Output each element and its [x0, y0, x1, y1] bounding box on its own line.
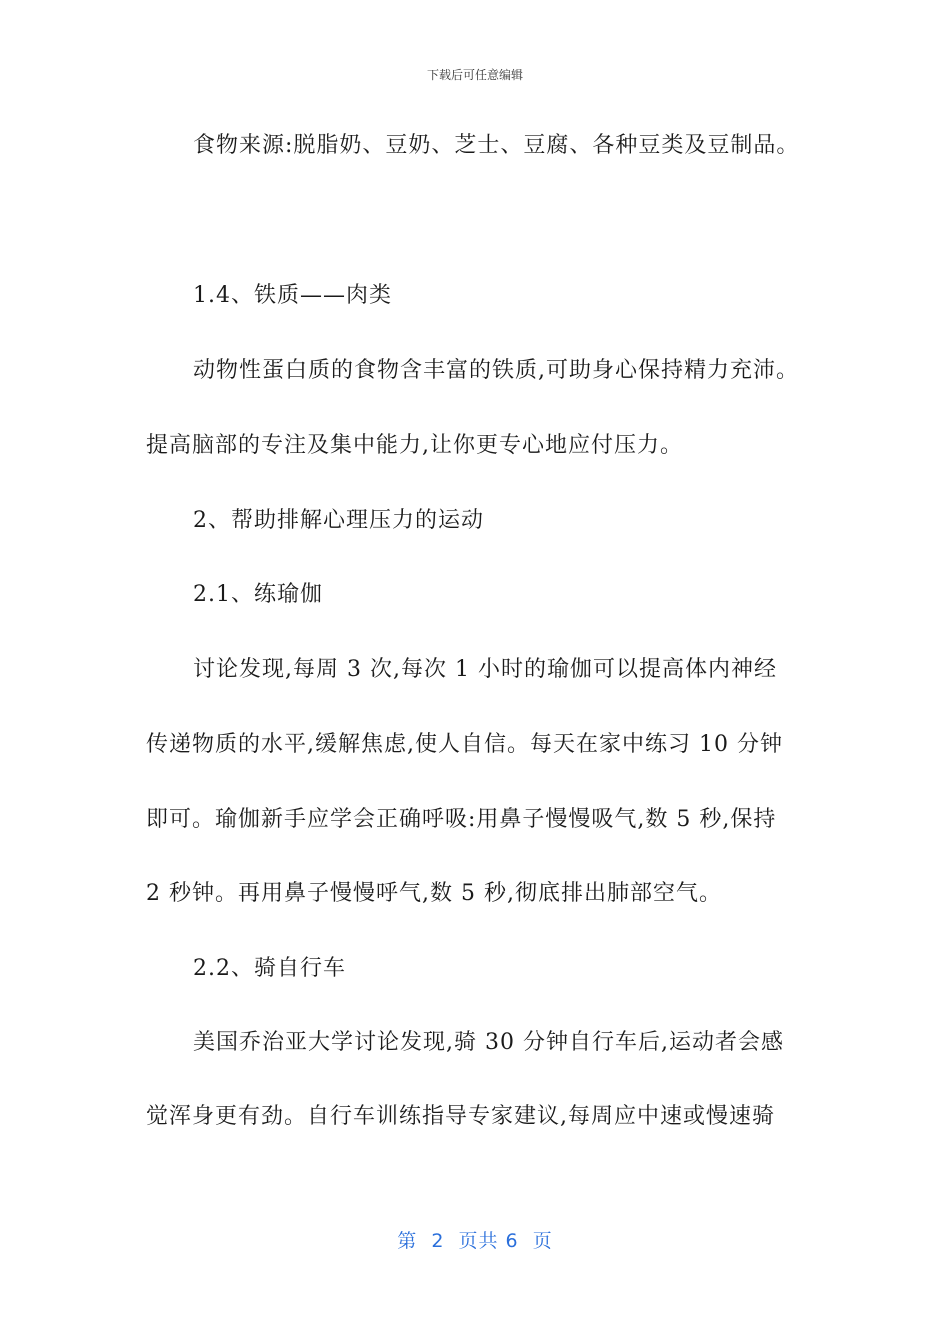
paragraph-yoga-line-4: 2 秒钟。再用鼻子慢慢呼气,数 5 秒,彻底排出肺部空气。	[146, 881, 722, 906]
paragraph-yoga-line-1: 讨论发现,每周 3 次,每次 1 小时的瑜伽可以提高体内神经	[193, 657, 777, 682]
section-heading-yoga: 2.1、练瑜伽	[193, 582, 323, 607]
paragraph-iron-line-1: 动物性蛋白质的食物含丰富的铁质,可助身心保持精力充沛。	[193, 358, 799, 383]
paragraph-yoga-line-2: 传递物质的水平,缓解焦虑,使人自信。每天在家中练习 10 分钟	[146, 732, 783, 757]
section-heading-exercise: 2、帮助排解心理压力的运动	[193, 508, 484, 533]
page-header-note: 下载后可任意编辑	[426, 68, 523, 82]
paragraph-cycling-line-2: 觉浑身更有劲。自行车训练指导专家建议,每周应中速或慢速骑	[146, 1104, 775, 1129]
paragraph-cycling-line-1: 美国乔治亚大学讨论发现,骑 30 分钟自行车后,运动者会感	[193, 1030, 784, 1055]
section-heading-cycling: 2.2、骑自行车	[193, 956, 346, 981]
paragraph-yoga-line-3: 即可。瑜伽新手应学会正确呼吸:用鼻子慢慢吸气,数 5 秒,保持	[146, 807, 777, 832]
paragraph-food-sources: 食物来源:脱脂奶、豆奶、芝士、豆腐、各种豆类及豆制品。	[193, 133, 800, 158]
paragraph-iron-line-2: 提高脑部的专注及集中能力,让你更专心地应付压力。	[146, 433, 683, 458]
page-number-footer: 第 2 页共 6 页	[397, 1230, 553, 1252]
section-heading-iron: 1.4、铁质——肉类	[193, 283, 392, 308]
